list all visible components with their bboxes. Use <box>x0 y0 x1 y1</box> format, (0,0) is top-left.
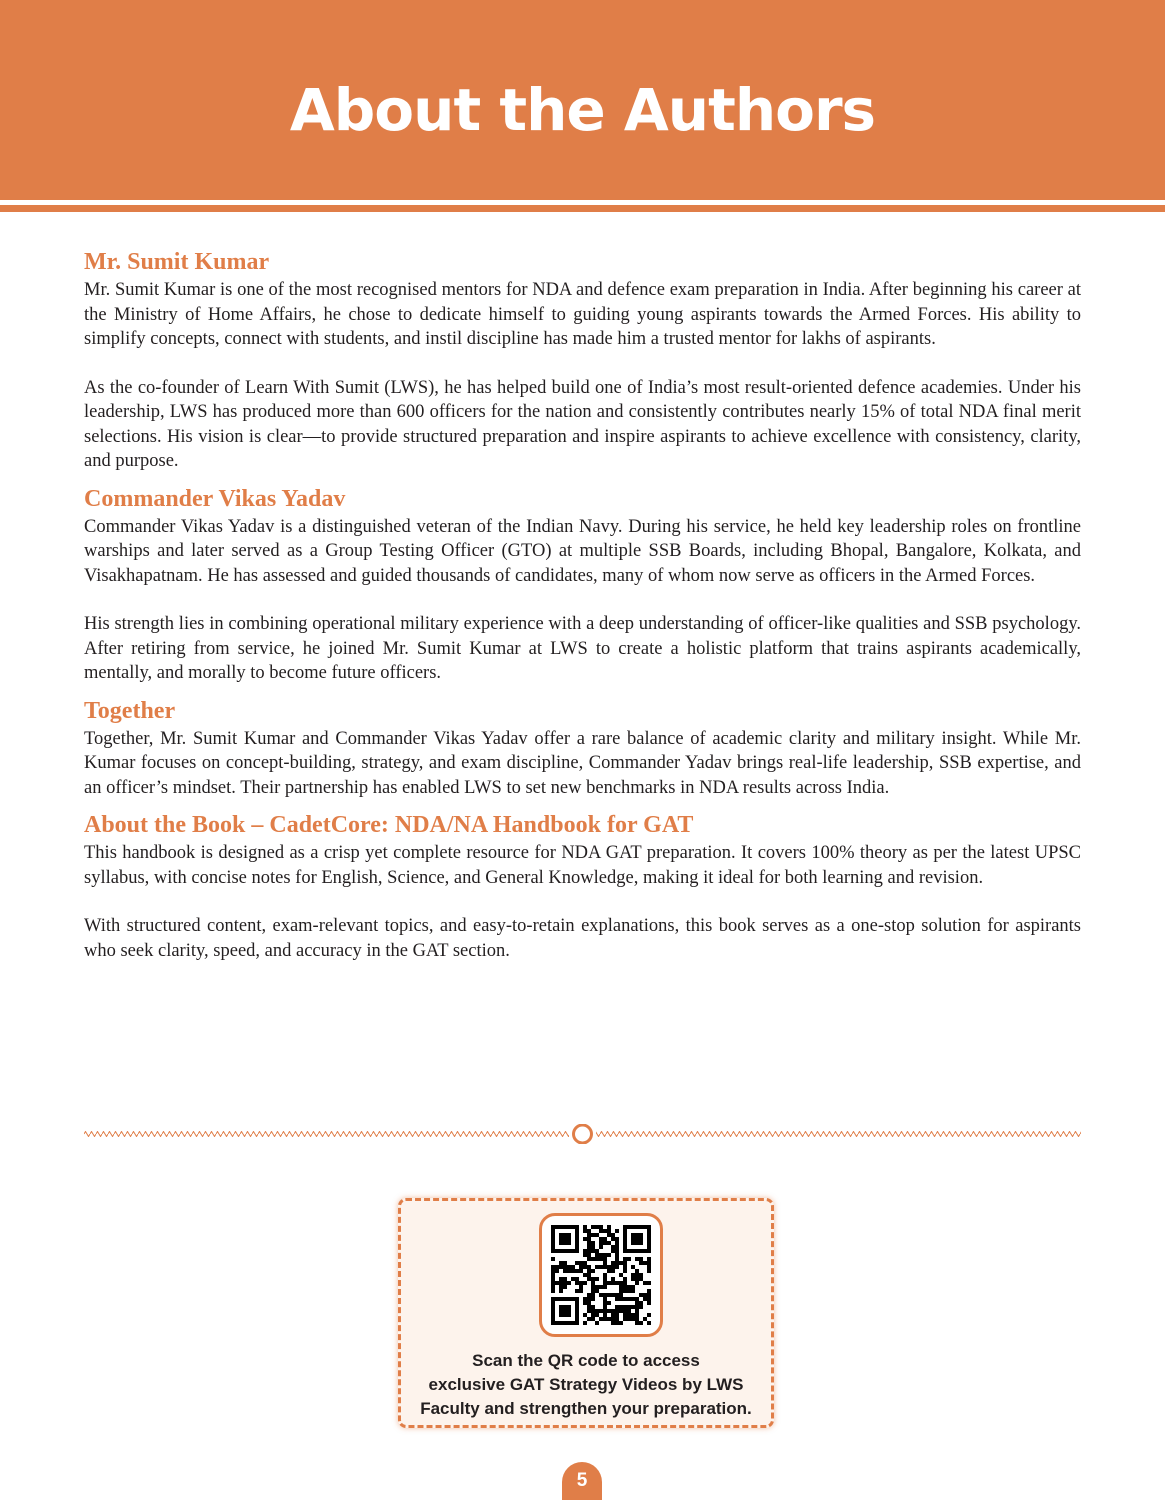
paragraph: His strength lies in combining operational military experience with a deep understanding of officer-like qualities and SSB psychology. After retiring from service, he joined Mr. Sumit Kumar at LWS to create a holistic platform that trains aspirants academically, mentally, and morally to become future officers. <box>84 614 1081 683</box>
paragraph: Commander Vikas Yadav is a distinguished veteran of the Indian Navy. During his service, he held key leadership roles on frontline warships and later served as a Group Testing Officer (GTO) at multiple SSB Boards, including Bhopal, Bangalore, Kolkata, and Visakhapatnam. He has assessed and guided thousands of candidates, many of whom now serve as officers in the Armed Forces. <box>84 516 1081 586</box>
paragraph: As the co-founder of Learn With Sumit (LWS), he has helped build one of India’s most result-oriented defence academies. Under his leadership, LWS has produced more than 600 officers for the nation and consistently contributes nearly 15% of total NDA final merit selections. His vision is clear—to provide structured preparation and inspire aspirants to achieve excellence with consistency, clarity, and purpose. <box>84 377 1081 471</box>
header-banner <box>0 0 1165 200</box>
ornamental-divider <box>84 1124 1081 1144</box>
divider-ring-icon <box>574 1125 592 1143</box>
paragraph: Mr. Sumit Kumar is one of the most recognised mentors for NDA and defence exam preparation in India. After beginning his career at the Ministry of Home Affairs, he chose to dedicate himself to guiding young aspirants towards the Armed Forces. His ability to simplify concepts, connect with students, and instil discipline has made him a trusted mentor for lakhs of aspirants. <box>84 280 1081 349</box>
qr-callout <box>398 1198 774 1428</box>
section-heading: Mr. Sumit Kumar <box>84 249 270 275</box>
section-sumit-kumar <box>84 246 1081 474</box>
section-about-book <box>84 809 1081 963</box>
section-heading: About the Book – CadetCore: NDA/NA Handbook for GAT <box>84 812 694 838</box>
main-content <box>84 246 1081 963</box>
section-vikas-yadav <box>84 483 1081 686</box>
section-heading: Commander Vikas Yadav <box>84 485 346 512</box>
qr-code-icon[interactable] <box>551 1225 651 1325</box>
qr-frame <box>539 1213 663 1337</box>
section-heading: Together <box>84 697 176 724</box>
qr-caption <box>401 1349 771 1421</box>
qr-caption-line: Scan the QR code to access <box>472 1351 700 1370</box>
paragraph: This handbook is designed as a crisp yet complete resource for NDA GAT preparation. It covers 100% theory as per the latest UPSC syllabus, with concise notes for English, Science, and General Knowledge, making it ideal for both learning and revision. <box>84 843 1081 888</box>
paragraph: With structured content, exam-relevant topics, and easy-to-retain explanations, this book serves as a one-stop solution for aspirants who seek clarity, speed, and accuracy in the GAT section. <box>84 916 1081 961</box>
page-title: About the Authors <box>289 76 876 144</box>
paragraph: Together, Mr. Sumit Kumar and Commander Vikas Yadav offer a rare balance of academic clarity and military insight. While Mr. Kumar focuses on concept-building, strategy, and exam discipline, Commander Yadav brings real-life leadership, SSB expertise, and an officer’s mindset. Their partnership has enabled LWS to set new benchmarks in NDA results across India. <box>84 728 1081 798</box>
qr-caption-line: exclusive GAT Strategy Videos by LWS <box>428 1375 744 1394</box>
qr-caption-line: Faculty and strengthen your preparation. <box>420 1399 752 1418</box>
header-stripe <box>0 205 1165 212</box>
section-together <box>84 695 1081 801</box>
page-number: 5 <box>562 1462 602 1500</box>
